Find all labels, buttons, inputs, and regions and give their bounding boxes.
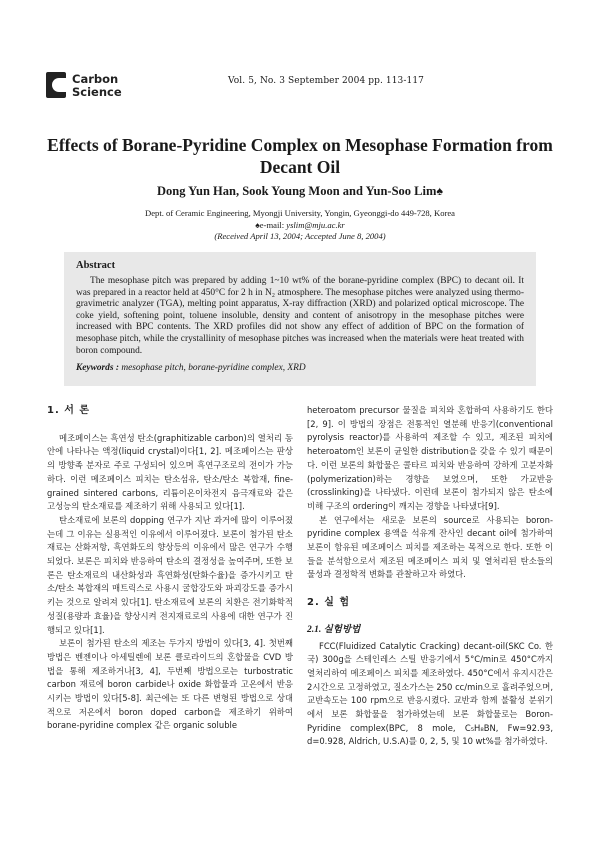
received-dates: (Received April 13, 2004; Accepted June 8, 2004) xyxy=(214,231,386,241)
intro-paragraph-4: 본 연구에서는 새로운 보론의 source로 사용되는 boron-pyridine complex 용액을 석유계 잔사인 decant oil에 첨가하여 보론이 함유된 메조페이스 피치를 제조하는 목적으로 한다. 또한 이들을 분석함으로서 제조된 메조페이스 피치 및 열처리된 탄소들의 물성과 결정학적 변화를 관찰하고자 하였다. xyxy=(307,514,553,580)
subsection-heading-method: 2.1. 실험방법 xyxy=(307,624,361,635)
paper-authors: Dong Yun Han, Sook Young Moon and Yun-Soo Lim♠ xyxy=(156,184,444,198)
section-heading-experimental: 2. 실 험 xyxy=(307,597,351,609)
intro-paragraph-3-continued: heteroatom precursor 물질을 피치와 혼합하여 사용하기도 한다[2, 9]. 이 방법의 장점은 전통적인 열분해 반응기(conventional pyrolysis reactor)를 사용하여 제조할 수 있고, 제조된 피치에 heteroatom인 보론이 균일한 distribution을 갖을 수 있기 때문이다. 이런 보론의 화합물은 콜타르 피치와 반응하여 강하게 고분자화(polymerization)하는 경향을 보였으며, 또한 가교반응(crosslinking)을 나타냈다. 이런데 보론이 첨가되지 않은 탄소에 비해 구조의 ordering이 깨지는 경향을 나타냈다[9]. xyxy=(307,405,553,511)
carbon-logo-icon xyxy=(46,72,66,98)
logo-word-science: Science xyxy=(72,85,122,99)
journal-info: Vol. 5, No. 3 September 2004 pp. 113-117 xyxy=(228,76,424,86)
keywords-line xyxy=(76,363,524,373)
abstract-heading: Abstract xyxy=(76,260,116,271)
intro-paragraph-2: 탄소재료에 보론의 dopping 연구가 지난 과거에 많이 이루어졌는데 그 이유는 실용적인 이유에서 이루어졌다. 보론이 첨가된 탄소재료는 산화저항, 흑연화도의 향상등의 이유에서 많은 연구가 수행되었다. 보론은 피치와 반응하여 탄소의 결정성을 높여주며, 또한 보론은 탄소재료의 내산화성과 흑연화성(탄화수율)을 증가시키고 탄소/탄소 복합재의 매트릭스로 사용시 굴합강도와 파괴강도를 증가시키는 것으로 알려져 있다[1]. 탄소재료에 보론의 치환은 전기화학적 성질(용량과 효율)을 향상시켜 전지재료로의 사용에 대한 연구가 진행되고 있다[1]. xyxy=(47,514,293,635)
affiliation-block xyxy=(40,208,560,243)
logo-word-carbon: Carbon xyxy=(72,72,119,86)
keywords-label: Keywords : xyxy=(76,363,119,374)
left-column xyxy=(47,404,293,733)
abstract-text: The mesophase pitch was prepared by adding 1~10 wt% of the borane-pyridine complex (BPC) to decant oil. It was prepared in a reactor held at 450°C for 2 h in N₂ atmosphere. The mesophase pitches were analyzed using thermo-gravimetric analyzer (TGA), melting point apparatus, X-ray diffraction (XRD) and polarized optical microscope. The coke yield, softening point, toluene insoluble, density and content of anisotropy in the mesophase pitches were increased with BPC contents. The XRD profiles did not show any effect of addition of BPC on the formation of mesophase pitch, while the crystallinity of mesophase pitches was increased when the materials were heat treated with boron compound. xyxy=(76,276,524,356)
intro-paragraph-1: 메조페이스는 흑연성 탄소(graphitizable carbon)의 열처리 동안에 나타나는 액정(liquid crystal)이다[1, 2]. 메조페이스는 판상의 방향족 분자로 주로 구성되어 있으며 흑연구조로의 전이가 가능하다. 이런 메조페이스 피치는 탄소섬유, 탄소/탄소 복합재, fine-grained sintered carbons, 리튬이온이차전지 음극재료와 같은 고성능의 탄소재료를 제조하기 위해 사용되고 있다[1]. xyxy=(47,432,293,512)
keywords: mesophase pitch, borane-pyridine complex, XRD xyxy=(121,363,306,374)
journal-logo xyxy=(46,72,126,102)
email-address: yslim@mju.ac.kr xyxy=(286,219,345,230)
experimental-paragraph-1: FCC(Fluidized Catalytic Cracking) decant-oil(SKC Co. 한국) 300g을 스테인레스 스틸 반응기에서 5°C/min로 450°C까지 열처리하여 메조페이스 피치를 제조하였다. 450°C에서 유지시간은 2시간으로 고정하였고, 질소가스는 250 cc/min으로 흘려주었으며, 교반속도는 100 rpm으로 반응시켰다. 교반과 함께 불활성 분위기에서 보론 화합물을 첨가하였는데 보론 화합물로는 Boron-Pyridine complex(BPC, 8 mole, C₅H₈BN, Fw=92.93, d=0.928, Aldrich, U.S.A)를 0, 2, 5, 및 10 wt%를 첨가하였다. xyxy=(307,640,553,747)
email-line xyxy=(40,220,560,232)
email-label: ♠e-mail: xyxy=(255,219,285,230)
affiliation: Dept. of Ceramic Engineering, Myongji University, Yongin, Gyeonggi-do 449-728, Korea xyxy=(145,208,455,218)
section-heading-intro: 1. 서 론 xyxy=(47,405,91,416)
right-column xyxy=(307,404,553,749)
intro-paragraph-3: 보론이 첨가된 탄소의 제조는 두가지 방법이 있다[3, 4]. 첫번째 방법은 벤젠이나 아세틸렌에 보론 클로라이드의 혼합물을 CVD 방법을 통해 제조하거나[3, 4], 두번째 방법으로는 turbostratic carbon 재료에 boron carbide나 oxide 화합물과 고온에서 반응시키는 방법이 있다[5-8]. 최근에는 또 다른 변형된 방법으로 상대적으로 저온에서 boron doped carbon을 제조하기 위하여 borane-pyridine complex 같은 organic soluble xyxy=(47,638,293,731)
abstract-box xyxy=(64,252,536,386)
paper-title: Effects of Borane-Pyridine Complex on Mesophase Formation from Decant Oil xyxy=(47,135,553,177)
